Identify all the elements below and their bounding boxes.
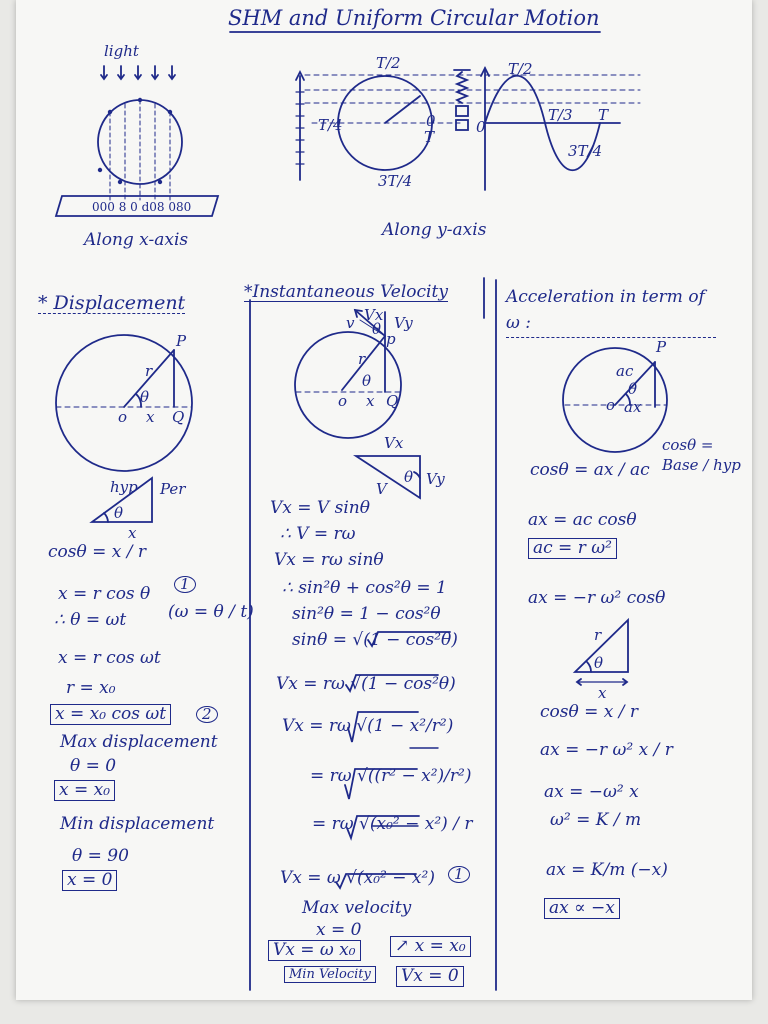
tri3-x: x [598,684,607,702]
tri2-vx: Vx [384,434,404,452]
spring-icon [454,70,470,130]
vel-line-7: Vx = rω √(1 − cos²θ) [276,674,456,694]
acc-line-1: cosθ = ax / ac [530,460,650,480]
acc-line-5: cosθ = x / r [540,702,639,722]
acc-side-note: cosθ = Base / hyp [662,436,741,474]
vel-line-2: ∴ V = rω [280,524,356,544]
acc-label-p: P [656,338,667,356]
velocity-heading: *Instantaneous Velocity [244,282,448,302]
vel-line-6: sinθ = √(1 − cos²θ) [292,630,458,650]
vel-line-4: ∴ sin²θ + cos²θ = 1 [282,578,447,598]
disp-label-theta: θ [140,388,150,406]
disp-line-7: x = x₀ cos ωt [50,704,171,725]
light-label: light [104,42,139,60]
disp-line-11: Min displacement [60,814,215,834]
vel-label-vx: Vx [364,306,384,324]
disp-label-p: P [176,332,187,350]
disp-tag-1: 1 [174,576,196,593]
vel-line-17: Vx = 0 [396,966,464,987]
along-x-label: Along x-axis [84,230,189,250]
disp-label-q: Q [172,408,185,426]
along-y-label: Along y-axis [382,220,487,240]
vel-label-q: Q [386,392,399,410]
disp-line-4: ∴ θ = ωt [54,610,127,630]
disp-line-5: x = r cos ωt [58,648,161,668]
vel-label-v: v [346,314,355,332]
vel-line-1: Vx = V sinθ [270,498,370,518]
acc-line-7: ax = −ω² x [544,782,639,802]
vel-line-3: Vx = rω sinθ [274,550,384,570]
wave-label-t: T [598,106,609,124]
circle-label-t-quarter: T/4 [318,116,343,134]
vel-label-x: x [366,392,375,410]
vel-label-r: r [358,350,366,368]
acc-line-10: ax ∝ −x [544,898,620,919]
tri2-v: V [376,480,387,498]
acc-line-2: ax = ac cosθ [528,510,637,530]
tri1-hyp: hyp [110,478,138,496]
disp-line-6: r = x₀ [66,678,116,698]
vel-label-vy: Vy [394,314,413,332]
acc-line-6: ax = −r ω² x / r [540,740,673,760]
circle-label-3t4: 3T/4 [378,172,413,190]
tri1-per: Per [160,480,186,498]
vel-line-9: = rω √((r² − x²)/r²) [310,766,472,786]
vel-label-theta: θ [362,372,372,390]
tri2-theta: θ [404,468,414,486]
wave-label-zero: 0 [476,118,486,136]
vel-line-12: Max velocity [302,898,412,918]
acc-label-theta: θ [628,380,638,398]
vel-line-15: Min Velocity [284,966,376,983]
vel-label-o: o [338,392,348,410]
circle-label-t: T [424,128,435,146]
vel-line-13: x = 0 [316,920,362,940]
vel-tag-1: 1 [448,866,470,883]
acc-line-4: ax = −r ω² cosθ [528,588,666,608]
tri1-theta: θ [114,504,124,522]
vel-line-11: Vx = ω √(x₀² − x²) [280,868,435,888]
disp-line-13: x = 0 [62,870,117,891]
acc-line-9: ax = K/m (−x) [546,860,668,880]
disp-line-8: Max displacement [60,732,218,752]
disp-tag-2: 2 [196,706,218,723]
svg-text:000 8 0 d08 080: 000 8 0 d08 080 [92,200,192,214]
wave-label-t-half: T/2 [508,60,533,78]
acc-label-o: o [606,396,616,414]
vel-label-p: p [386,330,396,348]
circle-label-zero: 0 [426,112,436,130]
acc-label-ax: ax [624,398,642,416]
tri2-vy: Vy [426,470,445,488]
acceleration-heading: Acceleration in term of ω : [506,284,716,338]
circle-label-t-half: T/2 [376,54,401,72]
tri3-r: r [594,626,602,644]
disp-line-9: θ = 0 [70,756,117,776]
disp-line-2: x = r cos θ [58,584,151,604]
tri3-theta: θ [594,654,604,672]
displacement-circle [56,332,192,471]
vel-label-theta-top: θ [372,320,382,338]
wave-label-3t4: 3T/4 [568,142,603,160]
vel-line-16: ↗ x = x₀ [390,936,471,957]
vel-line-8: Vx = rω √(1 − x²/r²) [282,716,454,736]
vel-line-14: Vx = ω x₀ [268,940,361,961]
acc-label-ac: ac [616,362,634,380]
disp-line-12: θ = 90 [72,846,129,866]
disp-line-10: x = x₀ [54,780,115,801]
acc-line-3: ac = r ω² [528,538,617,559]
vel-line-5: sin²θ = 1 − cos²θ [292,604,441,624]
disp-label-r: r [145,362,153,380]
wave-label-t-three: T/3 [548,106,573,124]
acc-line-8: ω² = K / m [550,810,642,830]
vel-line-10: = rω √(x₀² − x²) / r [312,814,473,834]
page-title: SHM and Uniform Circular Motion [228,6,600,30]
disp-line-1: cosθ = x / r [48,542,147,562]
disp-line-3: (ω = θ / t) [168,602,254,622]
tri1-x: x [128,524,137,542]
light-arrows-icon [101,66,175,79]
disp-label-x: x [146,408,155,426]
disp-label-o: o [118,408,128,426]
displacement-heading: * Displacement [38,292,186,314]
